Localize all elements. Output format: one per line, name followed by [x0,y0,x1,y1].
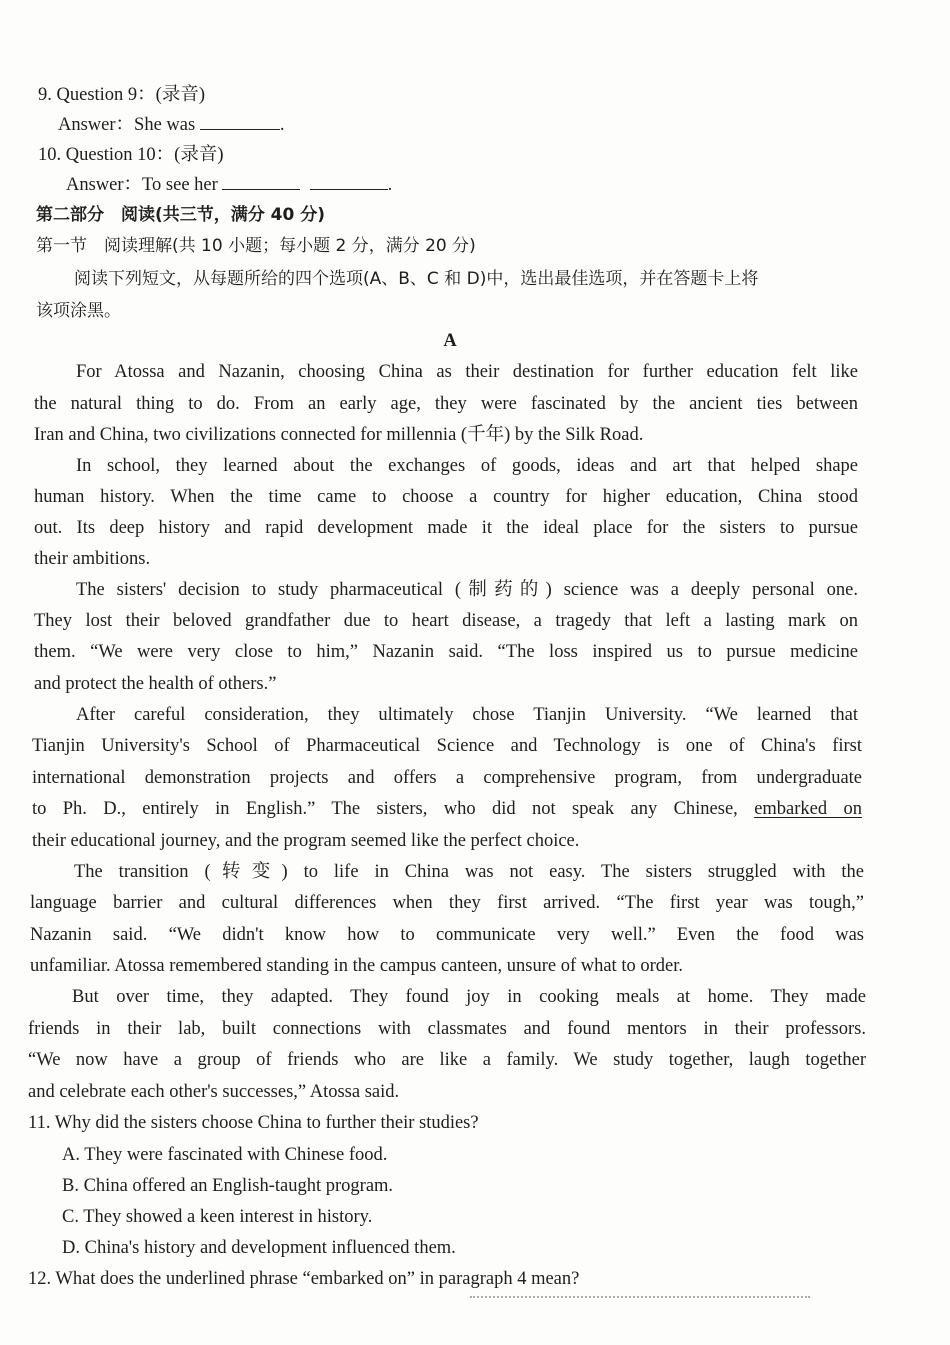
passage-line: unfamiliar. Atossa remembered standing in the campus canteen, unsure of what to order. [30,956,683,976]
option-a[interactable]: A. They were fascinated with Chinese food. [62,1145,388,1165]
passage-line: The transition (转变) to life in China was not easy. The sisters struggled with the [74,862,864,882]
passage-line: Tianjin University's School of Pharmaceutical Science and Technology is one of China's first [32,736,862,756]
passage-line: Iran and China, two civilizations connected for millennia (千年) by the Silk Road. [34,425,644,445]
question-11-stem: 11. Why did the sisters choose China to further their studies? [28,1113,479,1133]
option-c[interactable]: C. They showed a keen interest in history. [62,1207,373,1227]
instruction-line-1: 阅读下列短文，从每题所给的四个选项(A、B、C 和 D)中，选出最佳选项，并在答题卡上将 [74,269,759,289]
answer-blank[interactable] [310,175,388,190]
option-d[interactable]: D. China's history and development influenced them. [62,1238,456,1258]
passage-line: For Atossa and Nazanin, choosing China as their destination for further education felt like [76,362,858,382]
passage-line: the natural thing to do. From an early age, they were fascinated by the ancient ties between [34,394,858,414]
cut-off-text-fragment [470,1296,810,1306]
answer-10: Answer：To see her . [66,175,393,195]
passage-line: and celebrate each other's successes,” Atossa said. [28,1082,400,1102]
passage-line: In school, they learned about the exchanges of goods, ideas and art that helped shape [76,456,858,476]
passage-line: But over time, they adapted. They found joy in cooking meals at home. They made [72,987,866,1007]
passage-line: After careful consideration, they ultimately chose Tianjin University. “We learned that [76,705,858,725]
passage-line: The sisters' decision to study pharmaceutical (制药的) science was a deeply personal one. [76,580,858,600]
question-9: 9. Question 9：(录音) [38,85,205,105]
question-10: 10. Question 10：(录音) [38,145,224,165]
option-b[interactable]: B. China offered an English-taught program. [62,1176,394,1196]
answer-blank[interactable] [200,115,280,130]
answer-blank[interactable] [222,175,300,190]
underlined-phrase: embarked on [754,799,862,819]
passage-line: human history. When the time came to choose a country for higher education, China stood [34,487,858,507]
instruction-line-2: 该项涂黑。 [36,301,121,321]
passage-label: A [443,331,457,351]
passage-line: and protect the health of others.” [34,674,277,694]
passage-line: They lost their beloved grandfather due to heart disease, a tragedy that left a lasting mark on [34,611,858,631]
passage-line: their educational journey, and the program seemed like the perfect choice. [32,831,580,851]
passage-line: “We now have a group of friends who are like a family. We study together, laugh together [28,1050,866,1070]
answer-9: Answer：She was . [58,115,285,135]
passage-line: them. “We were very close to him,” Nazanin said. “The loss inspired us to pursue medicine [34,642,858,662]
passage-line: out. Its deep history and rapid development made it the ideal place for the sisters to pursue [34,518,858,538]
question-12-stem: 12. What does the underlined phrase “embarked on” in paragraph 4 mean? [28,1269,580,1289]
passage-line: international demonstration projects and offers a comprehensive program, from undergraduate [32,768,862,788]
part-title: 第二部分 阅读(共三节，满分 40 分) [36,205,326,225]
passage-line: friends in their lab, built connections with classmates and found mentors in their professors. [28,1019,866,1039]
section-title: 第一节 阅读理解(共 10 小题；每小题 2 分，满分 20 分) [36,236,476,256]
passage-line: language barrier and cultural differences when they first arrived. “The first year was tough,” [30,893,864,913]
passage-line: their ambitions. [34,549,151,569]
passage-line: to Ph. D., entirely in English.” The sisters, who did not speak any Chinese, embarked on [32,799,862,819]
passage-line: Nazanin said. “We didn't know how to communicate very well.” Even the food was [30,925,864,945]
